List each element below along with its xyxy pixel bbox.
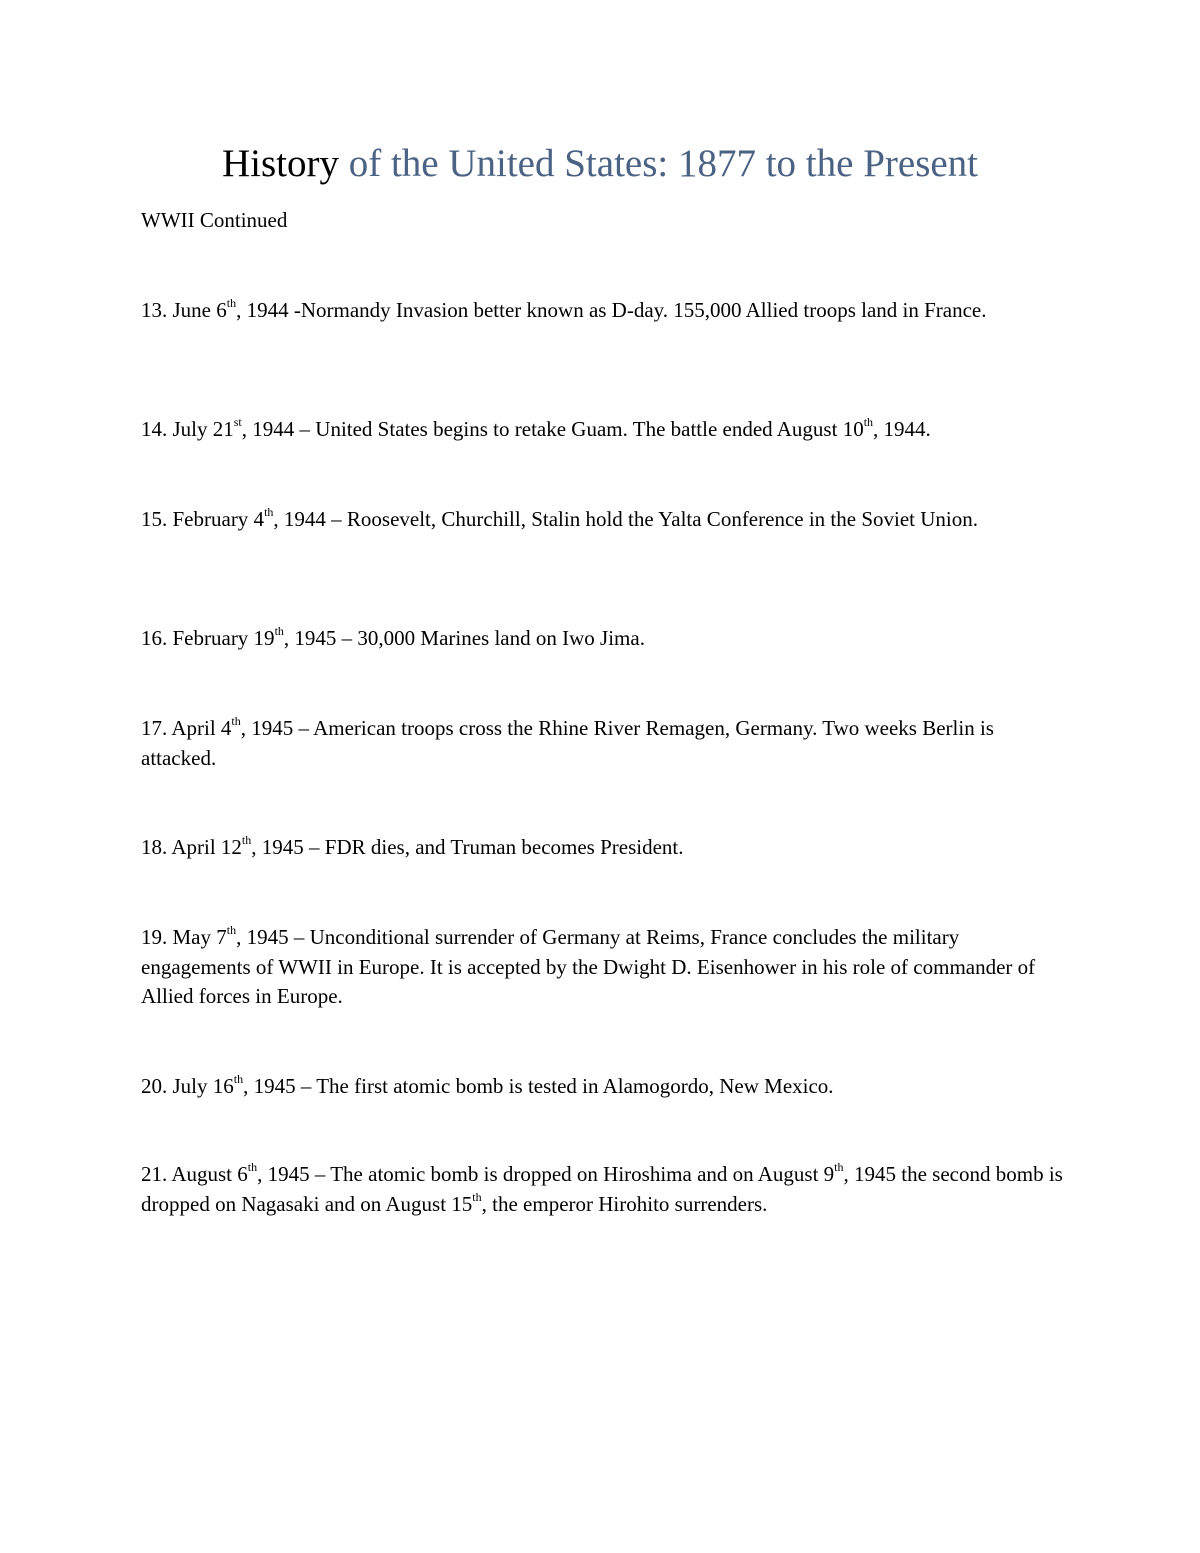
timeline-entry-18: 18. April 12th, 1945 – FDR dies, and Truman becomes President. — [141, 833, 684, 859]
section-subtitle: WWII Continued — [141, 208, 288, 232]
timeline-entry-17: 17. April 4th, 1945 – American troops cross the Rhine River Remagen, Germany. Two weeks Berlin is attacked. — [141, 714, 994, 770]
timeline-entry-14: 14. July 21st, 1944 – United States begins to retake Guam. The battle ended August 10th, 1944. — [141, 415, 931, 441]
timeline-entry-19: 19. May 7th, 1945 – Unconditional surrender of Germany at Reims, France concludes the military engagements of WWII in Europe. It is accepted by the Dwight D. Eisenhower in his role of commander of Allied forces in Europe. — [141, 923, 1036, 1008]
title-first-word: History — [221, 142, 339, 185]
timeline-entry-20: 20. July 16th, 1945 – The first atomic bomb is tested in Alamogordo, New Mexico. — [141, 1072, 834, 1098]
page-title — [0, 138, 1200, 190]
timeline-entry-13: 13. June 6th, 1944 -Normandy Invasion better known as D-day. 155,000 Allied troops land in France. — [141, 296, 987, 322]
timeline-entry-15: 15. February 4th, 1944 – Roosevelt, Churchill, Stalin hold the Yalta Conference in the Soviet Union. — [141, 505, 978, 531]
title-rest: of the United States: 1877 to the Present — [338, 142, 979, 185]
timeline-entry-16: 16. February 19th, 1945 – 30,000 Marines land on Iwo Jima. — [141, 624, 645, 650]
timeline-entry-21: 21. August 6th, 1945 – The atomic bomb is dropped on Hiroshima and on August 9th, 1945 the second bomb is dropped on Nagasaki and on August 15th, the emperor Hirohito surrenders. — [141, 1160, 1063, 1216]
